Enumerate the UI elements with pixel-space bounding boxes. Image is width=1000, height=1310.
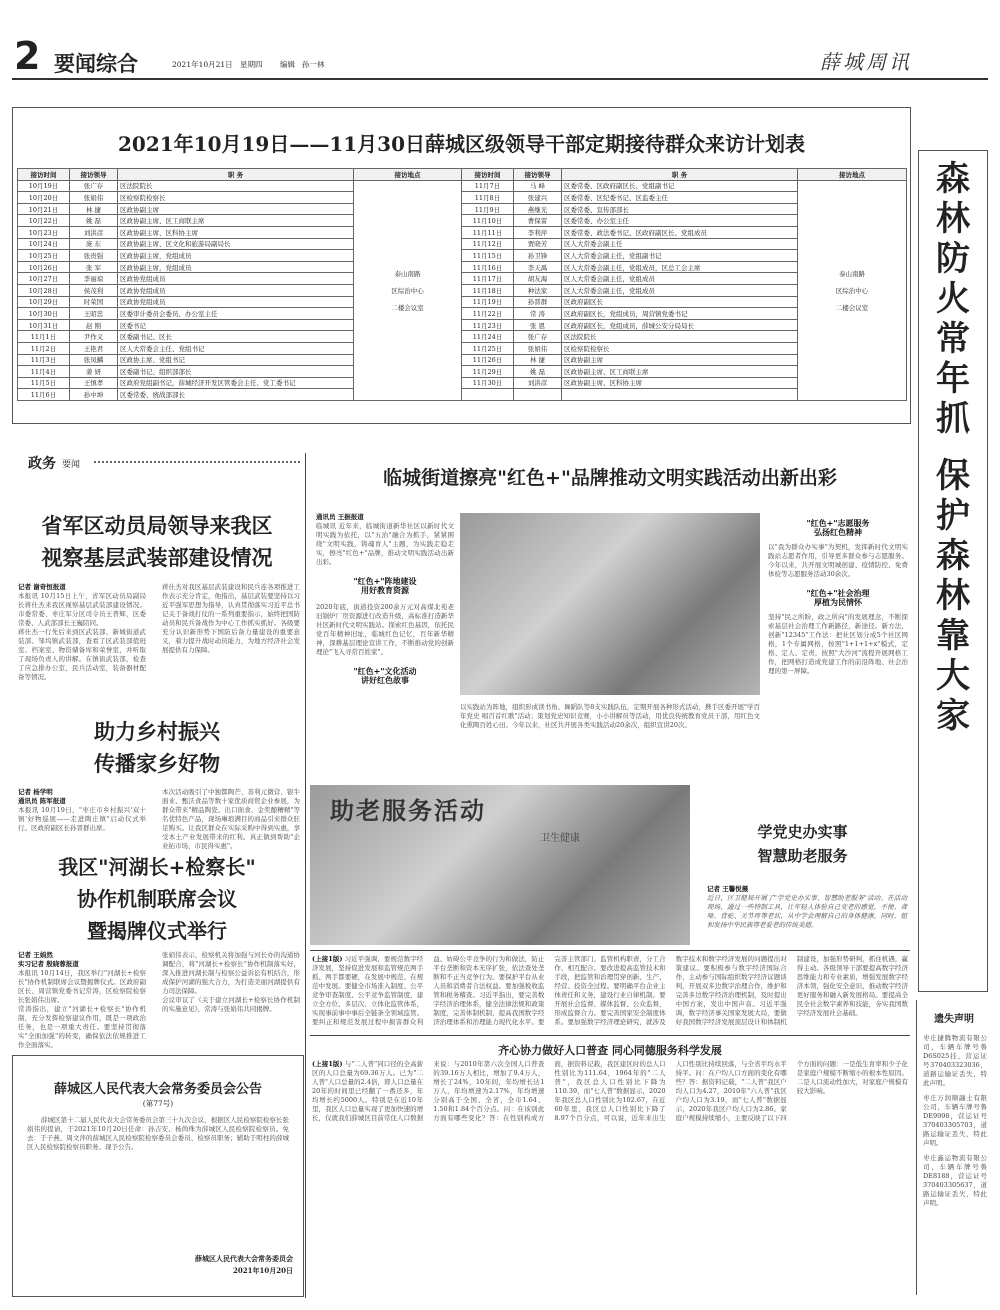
- location-line: 泰山南路: [394, 269, 421, 278]
- schedule-header-cell: 接访时间: [462, 169, 514, 181]
- section-rule: [310, 1035, 910, 1036]
- schedule-header-cell: 接访领导: [514, 169, 562, 181]
- side-title-2: 智慧助老服务: [757, 847, 848, 865]
- schedule-cell: 区委常委、区政府副区长、党组副书记: [562, 180, 798, 192]
- schedule-cell: 10月30日: [18, 308, 70, 320]
- subhead: "红色+"社会治理: [806, 588, 870, 598]
- headline-2: 视察基层武装部建设情况: [41, 545, 273, 570]
- headline-1: 省军区动员局领导来我区: [41, 513, 273, 538]
- schedule-cell: 曹保雷: [514, 215, 562, 227]
- schedule-cell: 张建兴: [514, 192, 562, 204]
- subhead: 厚植为民情怀: [814, 597, 862, 607]
- schedule-cell: 区委常委、政法委书记、区政府副区长、党组成员: [562, 226, 798, 238]
- schedule-cell: 11月4日: [18, 366, 70, 378]
- lost-items: [923, 1034, 987, 1208]
- lost-item: 枣庄鑫运物流有限公司，车辆车牌号鲁DE8188，营运证号370403305637，道路运输证丢失，特此声明。: [923, 1154, 987, 1207]
- census-title: 齐心协力做好人口普查 同心同德服务科学发展: [498, 1044, 722, 1057]
- paragraph: 常涛指出，建立"河湖长+检察长"协作机制，充分发挥检察建议作用，既是一项政治任务，也是一项重大责任。要坚持贯彻落实"全面加强"的转变，确保依法依规推进工作全面落实。: [18, 1005, 146, 1049]
- schedule-cell: 林 捷: [70, 203, 118, 215]
- subhead: 弘扬红色精神: [814, 527, 862, 537]
- schedule-cell: 贾晓芳: [514, 238, 562, 250]
- editor-label: 编辑: [280, 60, 295, 69]
- schedule-location-cell: [798, 180, 907, 400]
- schedule-cell: 10月28日: [18, 284, 70, 296]
- schedule-cell: 侯茂利: [70, 284, 118, 296]
- schedule-row: [18, 331, 907, 343]
- schedule-row: [18, 226, 907, 238]
- location-line: 二楼会议室: [835, 303, 869, 312]
- schedule-cell: 区政府副区长，党组成员，周营镇党委书记: [562, 308, 798, 320]
- subhead: "红色+"志愿服务: [806, 518, 870, 528]
- issue-date: 2021年10月21日: [172, 60, 233, 69]
- paragraph: 坚持"民之所盼，政之所向"的发展理念，不断探索基层社会治理工作新路径，新途径。新方法，创新"12345"工作法：把社区划分成5个社区网格，1个专属网格，按照"1+1+1+x"模式，定格、定人、定责，按照"大沙河"流程开展网格工作，把网格打造成党建工作的前沿阵地、社会治理的第一屏障。: [768, 613, 908, 675]
- schedule-row: [18, 284, 907, 296]
- schedule-cell: 王昭忠: [70, 308, 118, 320]
- schedule-cell: 尹作义: [70, 331, 118, 343]
- slogan-line-2: 保护森林靠大家: [936, 456, 970, 736]
- schedule-row: [18, 308, 907, 320]
- digital-economy-continued: [312, 955, 908, 1031]
- schedule-cell: 11月7日: [462, 180, 514, 192]
- section-title: 要闻综合: [54, 52, 138, 76]
- headline-1: 我区"河湖长+检察长": [58, 855, 256, 879]
- schedule-cell: 区政协副主席: [562, 354, 798, 366]
- notice-body: 薛城区第十二届人民代表大会常务委员会第三十九次会议，根据区人民检察院检察长张娟伟的提请，于2021年10月20日任命：孙吉安、杨尚珠为薛城区人民检察院检察员。免去：于子燕、周文萍的薛城区人民检察院检察委员会委员、检察员职务；辅助于明柱的薛城区人民检察院检察员职务。现予公告。: [27, 1116, 289, 1151]
- lost-notice: [916, 1000, 989, 1295]
- schedule-cell: 11月19日: [462, 296, 514, 308]
- page-number: 2: [14, 34, 41, 78]
- schedule-cell: 常 涛: [514, 308, 562, 320]
- paragraph: 本报讯 10月14日，我区举行"河湖长+检察长"协作机制联席会议暨揭牌仪式。区政府副区长、周营镇党委书记常涛，区检察院检察长张娟伟出席。: [18, 969, 146, 1004]
- feature-col-1: [316, 513, 454, 685]
- congress-notice: [12, 1055, 304, 1297]
- schedule-location-cell: [354, 180, 462, 400]
- schedule-cell: 区委常委、宣传部部长: [562, 203, 798, 215]
- headline-2: 传播家乡好物: [94, 751, 220, 776]
- census-text: 与"二人普"同口径的全高薪区的人口总量为69.36万人。已为"二人普"人口总量的2.4倍，即人口总量在20年的时间里已经翻了一番还多，年均增长约5000人。特别是在近10年里，我区人口总量实现了更加快速的增长，仅就我们薛城区目前常住人口数据来说：与2010年第六次全国人口普查的39.16万人相比，增加了9.4万人，增长了24%，10年间，年均增长达1万人，年均增速为2.17%，年均增速分别高于全国、全省，全市1.64、1.50和1.84个百分点。问：在该别此方面有哪些变化？答：在性别构成方面，据资料记载，我区建区时的总人口性别比为111.64，1964年的"二人普"，我区总人口性别比下降为110.39，而"七人普"数据显示，2020年我区总人口性别比为102.67，在近60年里，我区总人口性别比下降了8.97个百分点，可以说，近年来出生人口性别比持续回落，与全省平均水平持平。问：在户均人口方面的变化有哪些？答：据资料记载，"二人普"我区户均人口为4.27，2010年"六人普"我区户均人口为3.19，而"七人普"数据显示，2020年我区户均人口为2.86。家庭户规模持续缩小，主要反映了以下四个方面的问题：一是低生育率和少子化是家庭户规模不断缩小的根本性原因。二是人口流动性加大，对家庭户规模有较大影响。: [312, 1060, 908, 1122]
- schedule-cell: [462, 389, 514, 401]
- schedule-cell: 李丽琼: [70, 273, 118, 285]
- schedule-row: [18, 192, 907, 204]
- schedule-header-cell: 接访领导: [70, 169, 118, 181]
- column-divider: [305, 453, 306, 1298]
- article-body-2: [162, 951, 300, 1014]
- schedule-row: [18, 319, 907, 331]
- schedule-row: [18, 215, 907, 227]
- schedule-cell: [514, 389, 562, 401]
- paragraph: 张娟伟表示，检察机关将加强与河长办的沟通协调配合，将"河湖长+检察长"协作机制落实好，深入推进河湖长制与检察公益诉讼有机结合，形成保护河湖的强大合力，为打造美丽河湖提供有力司法保障。: [162, 951, 300, 995]
- side-story: [695, 785, 910, 945]
- schedule-row: [18, 389, 907, 401]
- notice-date: 2021年10月20日: [233, 1266, 293, 1275]
- schedule-cell: 张凤麟: [70, 354, 118, 366]
- schedule-cell: 区人大常委会副主任，党组成员，区总工会主席: [562, 261, 798, 273]
- schedule-cell: 庞 东: [70, 238, 118, 250]
- section-rule: [310, 950, 910, 951]
- schedule-cell: 区政协副主席、区工商联主席: [562, 366, 798, 378]
- schedule-header-cell: 职 务: [562, 169, 798, 181]
- schedule-row: [18, 203, 907, 215]
- article-body: [18, 951, 146, 1050]
- schedule-cell: 刘洪彦: [70, 226, 118, 238]
- census-label: (上接1版): [312, 1060, 343, 1068]
- schedule-cell: 区政府副区长: [562, 296, 798, 308]
- location-line: 区综治中心: [391, 286, 424, 295]
- byline: 记者 谢奇恒报道: [18, 583, 66, 591]
- photo-banner-text: 助老服务活动: [330, 796, 486, 825]
- schedule-cell: 刘洪彦: [514, 377, 562, 389]
- schedule-row: [18, 377, 907, 389]
- byline: 实习记者 殷晓蓉报道: [18, 960, 79, 968]
- byline: 记者 杨学明: [18, 788, 53, 796]
- brand-logo: 薛城周讯: [820, 50, 912, 74]
- schedule-cell: 王艳君: [70, 342, 118, 354]
- schedule-cell: 张 恩: [514, 319, 562, 331]
- schedule-cell: 10月26日: [18, 261, 70, 273]
- slogan-line-1: 森林防火常年抓: [936, 159, 970, 439]
- lost-title: 遗失声明: [934, 1014, 974, 1025]
- schedule-cell: 11月6日: [18, 389, 70, 401]
- schedule-cell: 11月22日: [462, 308, 514, 320]
- lost-item: 枣庄捷腾物流有限公司，车辆车牌号鲁D6S025挂，营运证号370403323036，道路运输证丢失，特此声明。: [923, 1034, 987, 1087]
- article-military: [12, 480, 302, 705]
- schedule-cell: 区政协党组成员: [118, 273, 354, 285]
- schedule-cell: 区委审计委员会委员、办公室主任: [118, 308, 354, 320]
- schedule-cell: 李利萍: [514, 226, 562, 238]
- schedule-cell: 11月15日: [462, 250, 514, 262]
- schedule-cell: 10月23日: [18, 226, 70, 238]
- schedule-cell: 孙卫锋: [514, 250, 562, 262]
- schedule-row: [18, 273, 907, 285]
- article-body: [18, 788, 146, 833]
- subhead: 用好教育资源: [361, 585, 409, 595]
- forest-fire-slogan: [918, 150, 988, 992]
- schedule-row: [18, 250, 907, 262]
- schedule-cell: 孙晋群: [514, 296, 562, 308]
- headline-3: 暨揭牌仪式举行: [87, 919, 227, 943]
- side-title-1: 学党史办实事: [757, 823, 848, 841]
- article-rural: [12, 710, 302, 850]
- schedule-cell: 区政协副主席、区工商联主席: [118, 215, 354, 227]
- byline: 通讯员 王振报道: [316, 513, 364, 521]
- paragraph: 本报讯 10月19日，"枣庄市乡村振兴'双十镇'好物巡展——走进陶庄镇"启动仪式举行。区政府副区长孙晋群出席。: [18, 806, 146, 832]
- schedule-cell: 11月23日: [462, 319, 514, 331]
- editor-name: 孙一林: [302, 60, 325, 69]
- schedule-row: [18, 342, 907, 354]
- byline: 通讯员 陈军报道: [18, 797, 66, 805]
- schedule-cell: 种法家: [514, 284, 562, 296]
- location-line: 二楼会议室: [391, 303, 424, 312]
- schedule-row: [18, 261, 907, 273]
- schedule-cell: 11月16日: [462, 261, 514, 273]
- schedule-table: [17, 168, 907, 401]
- notice-number: (第77号): [142, 1099, 174, 1108]
- schedule-cell: 区政协主席、党组书记: [118, 354, 354, 366]
- schedule-cell: 时荣国: [70, 296, 118, 308]
- schedule-cell: 王慎孝: [70, 377, 118, 389]
- schedule-cell: 区法院院长: [118, 180, 354, 192]
- schedule-cell: 10月24日: [18, 238, 70, 250]
- paragraph: 临城讯 近年来，临城街道新华社区以新时代文明实践为依托，以"五治"融合为抓手，紧紧围绕"文明实践，铸魂育人"主题，为实践走稳走实，擦亮"红色+"品牌，推动文明实践活动出新出彩。: [316, 522, 454, 566]
- feature-redplus: [310, 453, 910, 783]
- schedule-cell: 11月10日: [462, 215, 514, 227]
- location-line: 泰山南路: [839, 269, 865, 278]
- headline-1: 助力乡村振兴: [94, 719, 220, 744]
- schedule-cell: 区委常委、办公室主任: [562, 215, 798, 227]
- schedule-cell: 11月30日: [462, 377, 514, 389]
- paragraph: 以"我为群众办实事"为契机，发挥新时代文明实践站志愿者作用，引导更多群众参与志愿服务。今年以来，共开展文明城创建、疫情防控、免费体检等志愿服务活动30余次。: [768, 543, 908, 578]
- schedule-cell: 区人大常委会副主任: [562, 238, 798, 250]
- schedule-cell: 区政协副主席，党组成员: [118, 261, 354, 273]
- schedule-cell: 11月5日: [18, 377, 70, 389]
- tag-sub: 要闻: [62, 460, 81, 470]
- schedule-cell: 区政协副主席，党组成员: [118, 250, 354, 262]
- schedule-cell: 11月18日: [462, 284, 514, 296]
- schedule-cell: 区委常委、统战部部长: [118, 389, 354, 401]
- volunteer-singing-photo: [460, 513, 760, 695]
- continued-label: (上接1版): [312, 955, 343, 963]
- paragraph: 2020年底，街道投资200余万元对高煤北苑老旧锅炉厂房资源进行改造升级，高标准打造新华社区新时代文明实践站。探索红色基因，依托民党百年精神旧址，临城红色记忆，百年新华精神，深耕基层理论宣讲工作，不断推动党的创新理论"飞入寻常百姓家"。: [316, 603, 454, 656]
- schedule-box: [12, 107, 911, 424]
- schedule-header-cell: 职 务: [118, 169, 354, 181]
- schedule-cell: 区人大常委会副主任，党组成员: [562, 273, 798, 285]
- feature-col-3: [768, 519, 908, 676]
- schedule-cell: 姚 磊: [70, 215, 118, 227]
- schedule-cell: 区政协副主席、区科协主席: [562, 377, 798, 389]
- schedule-cell: 10月27日: [18, 273, 70, 285]
- paragraph: 本次活动吸引了中独都陶芒、善利元微营、银牛面业、甄沃食品等数十家优质商贸企业参展，为群众带来"精品陶瓷、出口面食、金奖酿糟精"等名优特色产品，现场琳琅满目的商品引来群众驻足购买。让我区群众在实际采购中得到实惠，享受本土产业发展带来的红利。真正做到帮助"企业拓市场，市民得实惠"。: [162, 788, 300, 850]
- schedule-cell: 区政府副区长，党组成员，薛城公安分局局长: [562, 319, 798, 331]
- schedule-cell: 孙中坤: [70, 389, 118, 401]
- caption: 近日，区卫健局开展了"学党史办实事，智慧助老服务"活动。在活动现场，通过一些特制工具，让年轻人体验自己变老的感觉，不便、聋哑、背驼、关节疼等老状，从中学会理解自己的身体健康，同时，姐和发扬中华民族尊老爱老的传统美德。: [707, 894, 907, 929]
- schedule-cell: 11月9日: [462, 203, 514, 215]
- schedule-cell: 11月11日: [462, 226, 514, 238]
- schedule-cell: 11月25日: [462, 342, 514, 354]
- schedule-cell: 10月21日: [18, 203, 70, 215]
- schedule-cell: 胡友海: [514, 273, 562, 285]
- schedule-cell: 11月24日: [462, 331, 514, 343]
- schedule-cell: 区委副书记、区长: [118, 331, 354, 343]
- schedule-header-cell: 接访地点: [354, 169, 462, 181]
- photo-sign-text: 卫生健康: [540, 833, 580, 844]
- schedule-cell: 张广存: [70, 180, 118, 192]
- schedule-cell: 区政协党组成员: [118, 284, 354, 296]
- schedule-cell: 区委副书记、组织部部长: [118, 366, 354, 378]
- schedule-cell: 林 捷: [514, 354, 562, 366]
- census-article: [312, 1060, 908, 1295]
- schedule-cell: 11月1日: [18, 331, 70, 343]
- schedule-title: 2021年10月19日——11月30日薛城区级领导干部定期接待群众来访计划表: [118, 132, 805, 156]
- schedule-row: [18, 296, 907, 308]
- paragraph: 本报讯 10月15日上午，省军区动员局副局长蒋仕杰来我区视察基层武装部建设情况。市委常委、枣庄军分区司令员王普辉，区委常委、人武部部长王巍陪同。: [18, 592, 146, 627]
- schedule-header-cell: 接访时间: [18, 169, 70, 181]
- schedule-row: [18, 180, 907, 192]
- schedule-cell: 10月31日: [18, 319, 70, 331]
- schedule-cell: 区委常委、区纪委书记、区监委主任: [562, 192, 798, 204]
- feature-headline: 临城街道擦亮"红色+"品牌推动文明实践活动出新出彩: [383, 467, 837, 489]
- schedule-cell: 11月26日: [462, 354, 514, 366]
- schedule-cell: 张娟伟: [514, 342, 562, 354]
- article-body: [18, 583, 146, 682]
- schedule-cell: 燕继光: [514, 203, 562, 215]
- politics-tag: [12, 453, 302, 471]
- schedule-cell: 姚 磊: [514, 366, 562, 378]
- location-line: 区综治中心: [835, 286, 869, 295]
- schedule-cell: 11月3日: [18, 354, 70, 366]
- schedule-cell: 10月19日: [18, 180, 70, 192]
- schedule-cell: 张 军: [70, 261, 118, 273]
- schedule-cell: 11月8日: [462, 192, 514, 204]
- schedule-cell: 11月12日: [462, 238, 514, 250]
- schedule-cell: 区检察院检察长: [118, 192, 354, 204]
- schedule-cell: 区政府党组副书记，薛城经济开发区管委会主任、党工委书记: [118, 377, 354, 389]
- schedule-row: [18, 354, 907, 366]
- schedule-cell: 区政协副主席: [118, 203, 354, 215]
- masthead-rule: [12, 78, 988, 80]
- elderly-service-photo: [310, 785, 690, 945]
- schedule-header-cell: 接访地点: [798, 169, 907, 181]
- headline-2: 协作机制联席会议: [77, 887, 237, 911]
- masthead: [12, 34, 988, 78]
- feature-col-2: 以实践站为阵地，组织形成读书角、舞蹈队等8支实践队伍，定期开展各种形式活动，携手区委开展"学百年党史 唱百首红歌"活动；策划党史知识竞赛，小小讲解员等活动，用优良传统教育党员干部，用红色文化熏陶百姓心田。今年以来，社区共开展各类实践活动20余次，组织宣讲20次。: [460, 703, 760, 729]
- schedule-cell: 马 峰: [514, 180, 562, 192]
- schedule-cell: 区人大常委会副主任，党组成员: [562, 284, 798, 296]
- schedule-row: [18, 366, 907, 378]
- side-caption: [707, 885, 907, 930]
- subhead: "红色+"文化活动: [353, 666, 417, 676]
- schedule-cell: 张广存: [514, 331, 562, 343]
- schedule-row: [18, 238, 907, 250]
- schedule-cell: 区政协党组成员: [118, 296, 354, 308]
- article-body-2: [162, 583, 300, 655]
- schedule-cell: 区检察院检察长: [562, 342, 798, 354]
- paragraph: 蒋仕杰对我区基层武装建设和民兵连各项推进工作表示充分肯定，他指出，基层武装要坚持以习近平强军思想为指导，认真贯彻落实习近平总书记关于备战打仗的一系列重要指示，始终把国防动员和民兵备战作为中心工作抓实抓好。各级要充分认识新形势下国防后备力量建设的重要意义，着力提升战时动员能力，为地方经济社会发展提供有力保障。: [162, 583, 300, 654]
- schedule-cell: 11月17日: [462, 273, 514, 285]
- schedule-cell: 张娟伟: [70, 192, 118, 204]
- schedule-cell: 区政协副主席、区文化和旅游局副局长: [118, 238, 354, 250]
- subhead: 讲好红色故事: [361, 675, 409, 685]
- paragraph: 蒋仕杰一行先后来到区武装部、新城街道武装部、邹坞镇武装部，查看了区武装部值班室、档案室、物资储备库和荣誉室，并听取了现场负责人的讲解。在镇街武装部，检查了应急排办公室，民兵活动室，装备器材配备等情况。: [18, 628, 146, 681]
- schedule-cell: 张贵强: [70, 250, 118, 262]
- schedule-cell: 区政协副主席、区科协主席: [118, 226, 354, 238]
- schedule-cell: 10月22日: [18, 215, 70, 227]
- schedule-cell: 10月25日: [18, 250, 70, 262]
- schedule-cell: 区委书记: [118, 319, 354, 331]
- byline: 记者 王娟然: [18, 951, 53, 959]
- tag-main: 政务: [28, 456, 56, 472]
- paragraph: 会议审议了《关于建立河湖长+检察长协作机制的实施意见》，常涛与张娟伟共同揭牌。: [162, 996, 300, 1013]
- schedule-cell: 11月29日: [462, 366, 514, 378]
- schedule-cell: 10月29日: [18, 296, 70, 308]
- schedule-cell: 姜 妍: [70, 366, 118, 378]
- byline: 记者 王馨悦摄: [707, 885, 749, 893]
- continued-text: 习近平强调，要规范数字经济发展，坚持促进发展和监管规范两手抓、两手都要硬，在发展中规范、在规范中发展。要健全市场准入制度、公平竞争审查制度、公平竞争监管制度，建立全方位、多层次、立体化监管体系，实现事前事中事后全链条全领域监管。要纠正和规范发展过程中损害群众利益、妨碍公平竞争的行为和做法，防止平台垄断和资本无序扩张，依法查处垄断和不正当竞争行为。要保护平台从业人员和消费者合法权益。要加强税收监管和税务稽查。习近平指出，要完善数字经济治理体系，健全法律法规和政策制度，完善体制机制，提高我国数字经济治理体系和治理能力现代化水平。要完善主管部门、监管机构职责，分工合作、相互配合。要改进提高监管技术和手段，把监管和治理贯穿创新、生产、经营、投资全过程。要明确平台企业主体责任和义务，建设行业自律机制。要开展社会监督、媒体监督、公众监督，形成监督合力。要完善国家安全制度体系。要加强数字经济理论研究，就涉及数字技术和数字经济发展的问题提出对策建议。要积极参与数字经济国际合作，主动参与国际组织数字经济议题谈判，开展双多边数字治理合作，维护和完善多边数字经济治理机制，及时提出中国方案，发出中国声音。习近平强调，数字经济事关国家发展大局，要做好我国数字经济发展顶层设计和体制机制建设，加强形势研判，抓住机遇，赢得主动。各级领导干部要提高数字经济思维能力和专业素质，增强发展数字经济本领，强化安全意识，推动数字经济更好服务和融入新发展格局。要提高全民全社会数字素养和技能，夯实我国数字经济发展社会基础。: [312, 955, 908, 1026]
- lost-item: 枣庄万润顺翮土有限公司，车辆车牌号鲁DE9998，营运证号370403305703，道路运输证丢失，特此声明。: [923, 1094, 987, 1147]
- article-river-chief: [12, 845, 302, 1049]
- schedule-cell: [562, 389, 798, 401]
- schedule-cell: 10月20日: [18, 192, 70, 204]
- article-body-2: [162, 788, 300, 851]
- schedule-cell: 11月2日: [18, 342, 70, 354]
- schedule-cell: 李天禹: [514, 261, 562, 273]
- notice-signature: 薛城区人民代表大会常务委员会: [195, 1254, 293, 1263]
- schedule-cell: 赵 刚: [70, 319, 118, 331]
- schedule-cell: 区人大常委会主任、党组书记: [118, 342, 354, 354]
- weekday: 星期四: [240, 60, 263, 69]
- notice-title: 薛城区人民代表大会常务委员会公告: [53, 1082, 262, 1097]
- subhead: "红色+"阵地建设: [353, 576, 417, 586]
- schedule-cell: 区法院院长: [562, 331, 798, 343]
- schedule-cell: 区人大常委会副主任，党组副书记: [562, 250, 798, 262]
